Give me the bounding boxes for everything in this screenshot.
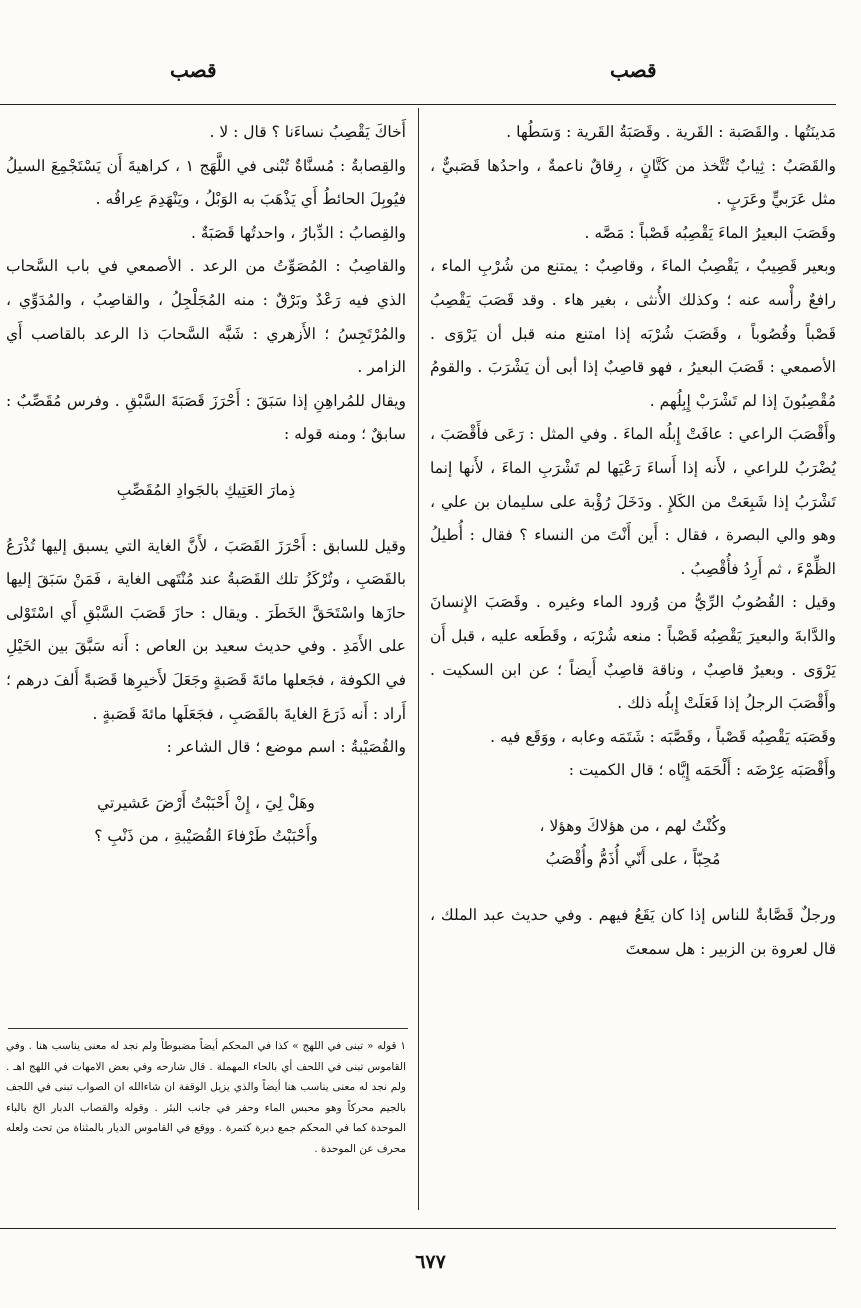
spacer (6, 765, 406, 787)
paragraph: أَخاكَ يَقْصِبُ نساءَنا ؟ قال : لا . (209, 123, 406, 141)
paragraph: والقاصِبُ : المُصَوِّتُ من الرعد . الأصمعي في باب السَّحاب الذي فيه رَعْدٌ وبَرْقٌ : منه المُجَلْجِلُ ، والقاصِبُ ، والمُدَوِّي ، والمُرْتَجِسُ ؛ الأَزهري : شَبَّه السَّحابَ ذا الرعد بالقاصب أَي الزامر . (6, 257, 406, 377)
running-headword-right: قصب (610, 58, 657, 82)
spacer (6, 508, 406, 530)
paragraph: وقَصَبَ البعيرُ الماءَ يَقْصِبُه قَصْباً : مَصَّه . (584, 223, 836, 242)
spacer (6, 452, 406, 474)
header-rule (0, 104, 836, 105)
paragraph: وأَقْصَبَه عِرْضَه : أَلْحَمَه إِيَّاه ؛ قال الكميت : (568, 761, 836, 780)
paragraph: والقَصَبُ : ثِيابٌ تُتَّخذ من كَتَّانٍ ، رِقاقٌ ناعمةٌ ، واحدُها قَصَبيٌّ ، مثل عَرَبيٍّ وعَرَبٍ . (430, 156, 836, 209)
paragraph: مَدينَتُها . والقَصَبة : القَرية . وقَصَبَةُ القَرية : وَسَطُها . (506, 123, 836, 141)
footnote-rule (8, 1028, 408, 1029)
paragraph: ويقال للمُراهِنِ إذا سَبَقَ : أَحْرَزَ قَصَبَةَ السَّبْقِ . وفرس مُقَصِّبٌ : سابقٌ ؛ ومنه قوله : (6, 391, 406, 444)
page-number: ٦٧٧ (415, 1251, 446, 1273)
right-column (430, 116, 836, 966)
spacer (430, 788, 836, 810)
verse-line: ذِمارَ العَتِيكِ بالجَوادِ المُقَصِّبِ (116, 480, 296, 499)
footer-rule (0, 1228, 836, 1229)
running-headword-left: قصب (170, 58, 217, 82)
paragraph: والقِصابُ : الدِّبارُ ، واحدتُها قَصَبَةٌ . (190, 223, 406, 242)
verse-line: وأَحْبَبْتُ طَرْفاءَ القُصَيْبةِ ، من ذَنْبِ ؟ (94, 827, 318, 846)
paragraph: وقيل : القُصُوبُ الرِّيُّ من وُرود الماء وغيره . وقَصَبَ الإِنسانَ والدَّابةَ والبعيرَ يَقْصِبُه قَصْباً : منعه شُرْبَه ، وقَطَعه عليه ، قبل أَن يَرْوَى . وبعيرٌ قاصِبٌ ، وناقة قاصِبٌ أَيضاً ؛ عن ابن السكيت . وأَقْصَبَ الرجلُ إذا فَعَلَتْ إِبلُه ذلك . (430, 593, 836, 713)
paragraph: والقُصَيْبةُ : اسم موضع ؛ قال الشاعر : (166, 738, 406, 757)
paragraph: والقِصابةُ : مُسنَّاةٌ تُبْنى في اللَّهَج ١ ، كراهيةَ أَن يَسْتَجْمِعَ السيلُ فيُوبِلَ الحائطُ أَي يَذْهَبَ به الوَبْلُ ، ويَنْهَدِمَ عِراقُه . (6, 156, 406, 209)
paragraph: وقَصَبَه يَقْصِبُه قَصْباً ، وقَصَّبَه : شَتَمَه وعابه ، ووَقَع فيه . (490, 727, 836, 746)
footnote-text: ١ قوله « تبنى في اللهج » كذا في المحكم أيضاً مضبوطاً ولم نجد له معنى يناسب هنا . وفي القاموس تبنى في اللحف أي بالحاء المهملة . قال شارحه وفي بعض الامهات في اللهج اهـ . ولم نجد له معنى يناسب هنا أيضاً والذي يزيل الوقفة ان شاءالله ان الصواب تبنى في اللجف بالجيم محركاً وهو محبس الماء وحفر في جانب البئر . وقوله والقصاب الدبار الخ بالباء الموحدة كما في المحكم جمع دبرة كتمرة . ووقع في القاموس الديار بالمثناة من تحت ولعله محرف عن الموحدة . (6, 1040, 406, 1155)
left-column (6, 116, 406, 854)
verse-line: وكُنْتُ لهم ، من هؤلاكَ وهؤلا ، (539, 816, 727, 835)
verse-line: وهَلْ لِيَ ، إِنْ أَحْبَبْتُ أَرْضَ عَشيرتي (97, 793, 315, 812)
verse-line: مُحِبّاً ، على أَنّي أُذَمُّ وأُقْصَبُ (545, 850, 721, 869)
paragraph: ورجلٌ قَصَّابةٌ للناس إذا كان يَقَعُ فيهم . وفي حديث عبد الملك ، قال لعروة بن الزبير : هل سمعتَ (430, 906, 836, 958)
paragraph: وبعير قَصِيبٌ ، يَقْصِبُ الماءَ ، وقاصِبٌ : يمتنع من شُرْبِ الماء ، رافعٌ رأْسه عنه ؛ وكذلك الأُنثى ، بغير هاء . وقد قَصَبَ يَقْصِبُ قَصْباً وقُصُوباً ، وقَصَبَ شُرْبَه إذا امتنع منه قبل أن يَرْوَى . الأصمعي : قَصَبَ البعيرُ ، فهو قاصِبٌ إذا أبى أن يَشْرَبَ . والقومُ مُقْصِبُونَ إذا لم تَشْرَبْ إِبِلُهم . (430, 257, 836, 410)
paragraph: وقيل للسابق : أَحْرَزَ القَصَبَ ، لأَنَّ الغاية التي يسبق إليها تُذْرَعُ بالقَصَبِ ، وتُرْكَزُ تلك القَصَبةُ عند مُنْتَهى الغاية ، فَمَنْ سَبَقَ إليها حازَها واسْتَحَقَّ الخَطَرَ . ويقال : حازَ قَصَبَ السَّبْقِ أَي اسْتَوْلى على الأَمَدِ . وفي حديث سعيد بن العاص : أَنه سَبَّقَ بين الخَيْلِ في الكوفة ، فجَعلها مائةَ قَصَبةٍ وجَعَلَ لأَخيرِها قَصَبةً أَلفَ درهم ؛ أَراد : أَنه ذَرَعَ الغايةَ بالقَصَبِ ، فجَعَلَها مائةَ قَصَبةٍ . (6, 536, 406, 723)
column-divider (418, 108, 419, 1210)
footnote (6, 1036, 406, 1159)
paragraph: وأَقْصَبَ الراعي : عافَتْ إِبلُه الماءَ . وفي المثل : رَعَى فأَقْصَبَ ، يُضْرَبُ للراعي ، لأَنه إذا أَساءَ رَعْيَها لم تَشْرَبِ الماءَ ، لأَنها إنما تَشْرَبُ إذا شَبِعَتْ من الكَلإِ . ودَخَلَ رُؤْبة على سليمان بن علي ، وهو والي البصرة ، فقال : أَين أَنْتَ من النساء ؟ فقال : أُطيلُ الظِّمْءَ ، ثم أَرِدُ فأُقْصِبُ . (430, 425, 836, 578)
spacer (430, 877, 836, 899)
